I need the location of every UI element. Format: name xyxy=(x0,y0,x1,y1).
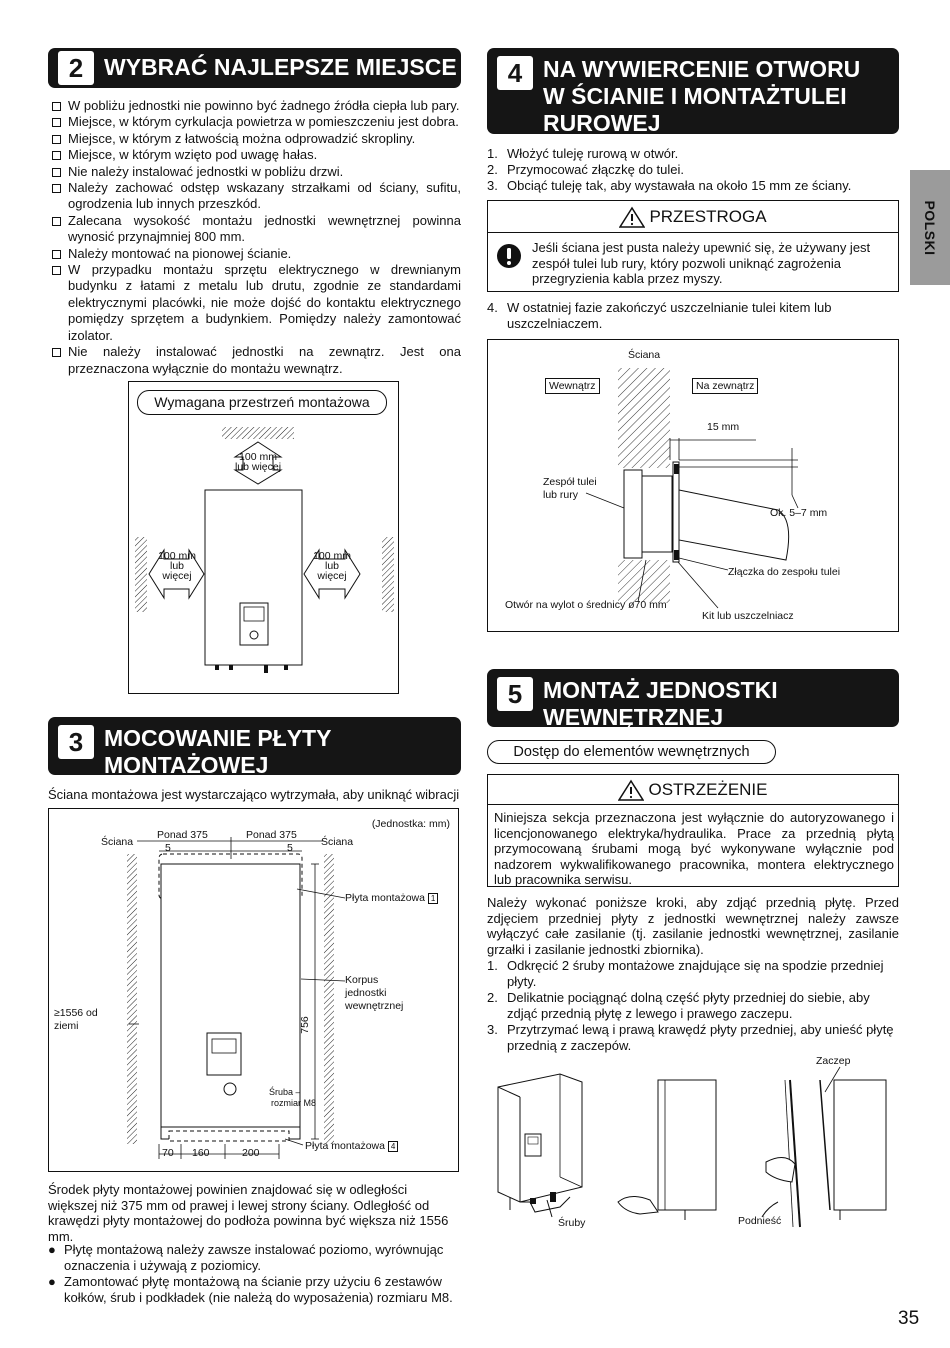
hand-right xyxy=(766,1157,795,1182)
15mm-label: 15 mm xyxy=(707,421,740,433)
s5-steps xyxy=(487,958,899,1054)
left-clearance-label-1: 100 mm xyxy=(158,550,196,562)
caution-title: PRZESTROGA xyxy=(649,206,767,226)
dim-70-label: 70 xyxy=(162,1147,174,1159)
list-item: ● Płytę montażową należy zawsze instalować poziomo, wyrównując oznaczenia i używają z poziomicy. xyxy=(48,1242,444,1273)
wall-left-label: Ściana xyxy=(101,836,134,848)
section-5-number: 5 xyxy=(497,677,533,711)
warning-box xyxy=(487,774,899,887)
sleeve-label-1: Zespół tulei xyxy=(543,476,597,488)
height-label-1: ≥1556 od xyxy=(54,1007,98,1019)
five-right-label: 5 xyxy=(287,842,293,854)
list-item: 3. Obciąć tuleję tak, aby wystawała na około 15 mm ze ściany. xyxy=(487,178,852,193)
right-clearance-label-3: więcej xyxy=(317,570,347,582)
unit-side-view xyxy=(658,1080,716,1210)
section-2-header xyxy=(48,48,461,88)
sleeve-label-2: lub rury xyxy=(543,489,579,501)
list-item: Miejsce, w którym cyrkulacja powietrza w pomieszczeniu jest dobra. xyxy=(50,114,461,130)
sleeve-body xyxy=(642,476,672,552)
left-clearance-label-3: więcej xyxy=(162,570,192,582)
list-item: 4. W ostatniej fazie zakończyć uszczelnianie tulei kitem lub uszczelniaczem. xyxy=(487,300,832,331)
section-3-title-line-2: MONTAŻOWEJ xyxy=(104,752,269,778)
warning-triangle-icon xyxy=(618,779,644,801)
right-wall-hatch xyxy=(382,537,394,612)
s4-steps xyxy=(487,146,899,194)
warning-triangle-icon xyxy=(619,206,645,228)
s3-paragraph: Środek płyty montażowej powinien znajdować się w odległości większej niż 375 mm od prawej i lewej strony ściany. Odległość od krawędzi płyty montażowej do podłoża powinna być większa niż 1556 mm. xyxy=(48,1182,449,1244)
list-item: Nie należy instalować jednostki w pobliżu drzwi. xyxy=(50,164,461,180)
section-3-title-line-1: MOCOWANIE PŁYTY xyxy=(104,725,332,751)
warning-text: Niniejsza sekcja przeznaczona jest wyłącznie do autoryzowanego i licencjonowanego elektryka/hydraulika. Prace za przednią płytą przymocowaną śrubami mogą być wykonywane wyłącznie pod nadzorem wykwalifikowanego pracownika, montera elektrycznego lub pracownika serwisu. xyxy=(494,810,894,887)
installation-space-title: Wymagana przestrzeń montażowa xyxy=(137,390,387,415)
body-label-1: Korpus xyxy=(345,974,379,986)
wall-label: Ściana xyxy=(628,349,661,361)
caution-header xyxy=(488,201,898,233)
section-2-number: 2 xyxy=(58,51,94,85)
putty-label: Kit lub uszczelniacz xyxy=(702,610,794,622)
fitting-label: Złączka do zespołu tulei xyxy=(728,566,841,578)
body-label-3: wewnętrznej xyxy=(345,1000,404,1012)
ceiling-hatch xyxy=(222,427,294,439)
section-5-header xyxy=(487,669,899,730)
height-label-2: ziemi xyxy=(54,1020,79,1032)
inside-label: Wewnątrz xyxy=(545,378,600,394)
warning-title: OSTRZEŻENIE xyxy=(648,779,768,799)
list-item: Miejsce, w którym z łatwością można odprowadzić skropliny. xyxy=(50,131,461,147)
mounting-plate-drawing xyxy=(49,809,460,1173)
section-4-title xyxy=(543,48,860,137)
left-clearance-label-2: lub xyxy=(169,560,184,572)
warning-header xyxy=(488,775,898,805)
body-label-2: jednostki xyxy=(345,987,387,999)
lift-label: Podnieść xyxy=(738,1215,782,1227)
dim-756-label: 756 xyxy=(298,1016,311,1034)
page-number: 35 xyxy=(898,1308,920,1329)
right-wall-hatch xyxy=(324,854,334,1144)
pipe xyxy=(679,490,789,560)
list-item: 2. Przymocować złączkę do tulei. xyxy=(487,162,685,177)
list-item: Zalecana wysokość montażu jednostki wewnętrznej powinna wynosić przynajmniej 800 mm. xyxy=(50,213,461,246)
list-item: Należy montować na pionowej ścianie. xyxy=(50,246,461,262)
list-item: W pobliżu jednostki nie powinno być żadnego źródła ciepła lub pary. xyxy=(50,98,461,114)
five-left-label: 5 xyxy=(165,842,171,854)
s5-paragraph: Należy wykonać poniższe kroki, aby zdjąć przednią płytę. Przed zdjęciem przedniej płyty z jednostki wewnętrznej należy zawsze wyłączyć całe zasilanie (tj. zasilanie jednostki wewnętrznej, zasilanie grzałki i zasilanie jednostki zbiornika). xyxy=(487,895,899,957)
plate-number-badge: 1 xyxy=(428,893,438,904)
front-panel-removal-figure xyxy=(490,1052,900,1237)
exclamation-icon xyxy=(496,243,522,269)
left-wall-hatch xyxy=(127,854,137,1144)
section-5-title-line-2: WEWNĘTRZNEJ xyxy=(543,704,724,730)
over-375-right-label: Ponad 375 xyxy=(246,829,297,841)
lower-mounting-plate xyxy=(169,1131,289,1141)
list-item: 2. Delikatnie pociągnąć dolną część płyty przedniej do siebie, aby zdjąć przednią płytę z lewego i prawego zaczepu. xyxy=(487,990,870,1021)
section-5-title xyxy=(543,669,778,731)
section-2-title: WYBRAĆ NAJLEPSZE MIEJSCE xyxy=(104,54,457,80)
access-title: Dostęp do elementów wewnętrznych xyxy=(487,740,776,764)
upper-plate-label: Płyta montażowa 1 xyxy=(345,892,438,904)
language-tab xyxy=(910,170,950,285)
list-item: 1. Odkręcić 2 śruby montażowe znajdujące się na spodzie przedniej płyty. xyxy=(487,958,884,989)
list-item: 1. Włożyć tuleję rurową w otwór. xyxy=(487,146,679,161)
section-4-number: 4 xyxy=(497,56,533,90)
section-5-title-line-1: MONTAŻ JEDNOSTKI xyxy=(543,677,778,703)
s3-intro: Ściana montażowa jest wystarczająco wytrzymała, aby uniknąć wibracji xyxy=(48,787,460,802)
list-item: W przypadku montażu sprzętu elektrycznego w drewnianym budynku z łatami z metalu lub drutu, zgodnie ze standardami elektrycznymi placówki, nie może dojść do kontaktu elektrycznego pomiędzy sprzętem a budynkiem. Pomiędzy należy zamontować izolator. xyxy=(50,262,461,344)
s4-step4 xyxy=(487,300,899,332)
outside-label: Na zewnątrz xyxy=(692,378,758,394)
section-3-title xyxy=(104,717,331,779)
language-tab-label: POLSKI xyxy=(922,199,938,256)
s2-checklist xyxy=(50,98,461,377)
dim-160-label: 160 xyxy=(192,1147,210,1159)
section-3-header xyxy=(48,717,461,778)
over-375-left-label: Ponad 375 xyxy=(157,829,208,841)
screw-label-2: rozmiar M8 xyxy=(271,1098,317,1108)
installation-space-diagram xyxy=(128,381,399,694)
list-item: 3. Przytrzymać lewą i prawą krawędź płyty przedniej, aby unieść płytę przednią z zaczepów. xyxy=(487,1022,894,1053)
list-item: Należy zachować odstęp wskazany strzałkami od ściany, sufitu, ogrodzenia lub innych przeszkód. xyxy=(50,180,461,213)
hand-left xyxy=(618,1196,658,1214)
caution-box xyxy=(487,200,899,292)
section-4-title-line-3: RUROWEJ xyxy=(543,110,661,136)
sleeve-diagram xyxy=(487,339,899,632)
dim-200-label: 200 xyxy=(242,1147,260,1159)
section-4-title-line-2: W ŚCIANIE I MONTAŻTULEI xyxy=(543,83,847,109)
unit-label: (Jednostka: mm) xyxy=(371,818,450,830)
sleeve-flange xyxy=(624,470,642,558)
section-4-title-line-1: NA WYWIERCENIE OTWORU xyxy=(543,56,861,82)
hole-label: Otwór na wylot o średnicy ø70 mm xyxy=(505,599,667,611)
left-wall-hatch xyxy=(135,537,147,612)
approx-label: Ok. 5–7 mm xyxy=(770,507,828,519)
front-panel-removal-drawing xyxy=(490,1052,900,1237)
caution-text: Jeśli ściana jest pusta należy upewnić się, że używany jest zespół tulei lub rury, który pozwoli uniknąć zagrożenia przegryzienia kabla przez myszy. xyxy=(532,240,871,286)
right-clearance-label-2: lub xyxy=(324,560,339,572)
top-clearance-label-2: lub więcej xyxy=(234,461,282,473)
list-item: ● Zamontować płytę montażową na ścianie przy użyciu 6 zestawów kołków, śrub i podkładek (nie należą do wyposażenia) rozmiaru M8. xyxy=(48,1274,453,1305)
unit-side-view-2 xyxy=(834,1080,886,1210)
right-clearance-label-1: 100 mm xyxy=(313,550,351,562)
mounting-plate-diagram xyxy=(48,808,459,1172)
list-item: Miejsce, w którym wzięto pod uwagę hałas. xyxy=(50,147,461,163)
screw-label-1: Śruba – xyxy=(269,1087,301,1097)
plate-number-badge: 4 xyxy=(388,1141,398,1152)
hook-label: Zaczep xyxy=(816,1055,851,1067)
installation-space-drawing xyxy=(129,382,400,695)
top-clearance-label-1: 100 mm xyxy=(239,451,277,463)
lower-plate-label: Płyta montażowa 4 xyxy=(305,1140,398,1152)
section-4-header xyxy=(487,48,899,134)
section-3-number: 3 xyxy=(58,725,94,759)
list-item: Nie należy instalować jednostki na zewnątrz. Jest ona przeznaczona wyłącznie do montażu wewnątrz. xyxy=(50,344,461,377)
wall-right-label: Ściana xyxy=(321,836,354,848)
screws-label: Śruby xyxy=(558,1217,586,1229)
s3-bullets xyxy=(48,1242,462,1306)
